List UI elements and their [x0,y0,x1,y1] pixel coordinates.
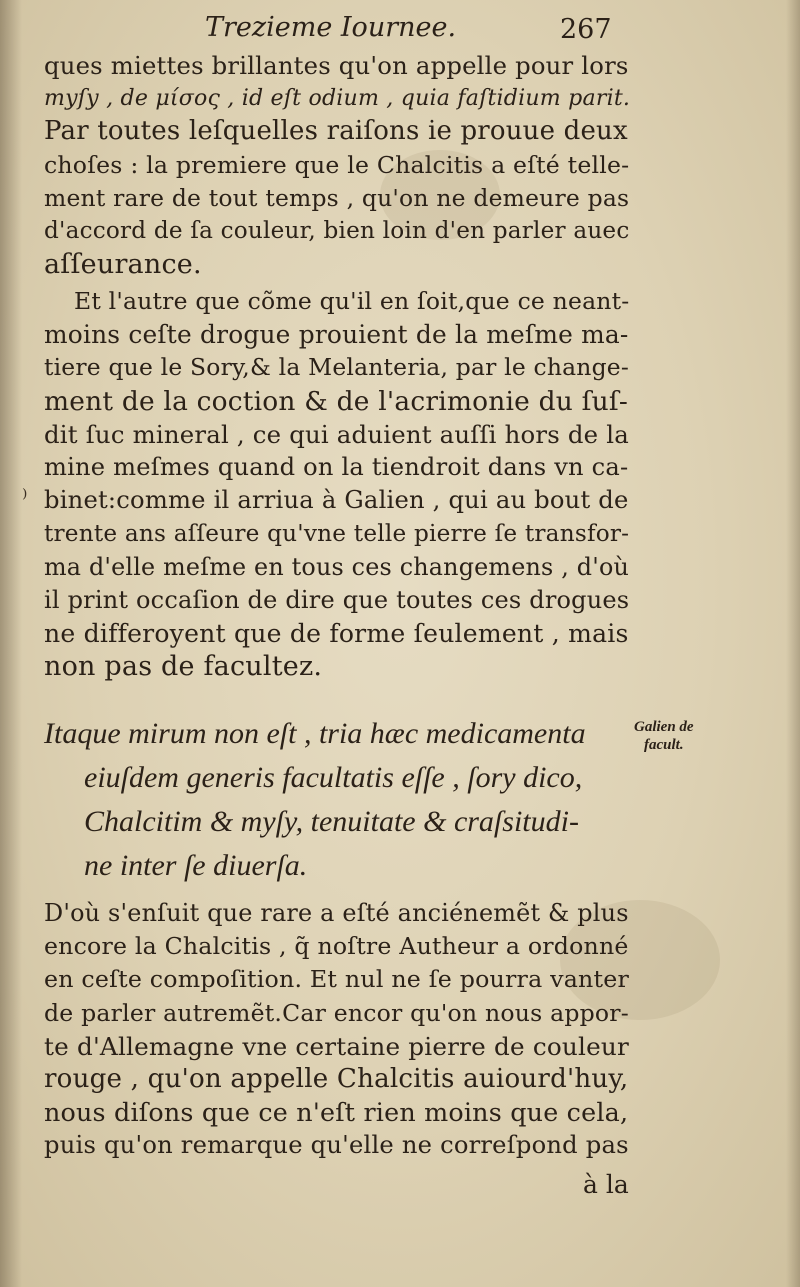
text-line: te d'Allemagne vne certaine pierre de couleur [44,1031,629,1061]
quote-line: ne inter ſe diuerſa. [84,849,308,882]
quote-line: eiuſdem generis facultatis eſſe , ſory dico, [84,761,583,794]
text-line: Par toutes leſquelles raiſons ie prouue deux [44,116,628,147]
text-line: non pas de facultez. [44,651,323,683]
text-line: myſy , de μίσος , id eſt odium , quia faſtidium parit. [44,86,631,112]
text-line: nous diſons que ce n'eſt rien moins que cela, [44,1097,629,1128]
quote-line: Itaque mirum non eſt , tria hæc medicamenta [44,717,586,750]
text-line: moins ceſte drogue prouient de la meſme ma- [44,320,629,350]
text-line: puis qu'on remarque qu'elle ne correſpond pas [44,1131,629,1160]
page-number: 267 [560,14,612,45]
latin-quote [44,712,624,888]
paragraph-1 [44,49,634,281]
page-edge [786,0,800,1287]
text-line: mine meſmes quand on la tiendroit dans vn ca- [44,453,629,482]
running-head: Trezieme Iournee. [205,12,457,43]
margin-note-line: Galien de [634,719,694,735]
text-line: encore la Chalcitis , q̃ noſtre Autheur a ordonné [44,932,629,961]
text-line: ques miettes brillantes qu'on appelle pour lors [44,51,629,80]
text-line: D'où s'enſuit que rare a eſté anciénemẽt & plus [44,899,629,927]
page-header [205,12,635,52]
text-line: en ceſte compoſition. Et nul ne ſe pourra vanter [44,965,630,994]
text-line: rouge , qu'on appelle Chalcitis auiourd'huy, [44,1064,629,1095]
margin-note-line: facult. [644,737,684,753]
text-line: trente ans aſſeure qu'vne telle pierre ſe transfor- [44,520,630,548]
gutter-shadow [0,0,22,1287]
text-line: dit ſuc mineral , ce qui aduient auſſi hors de la [44,419,629,449]
catchword: à la [583,1170,629,1199]
text-line: choſes : la premiere que le Chalcitis a eſté telle- [44,150,630,179]
text-line: il print occaſion de dire que toutes ces drogues [44,585,630,614]
text-line: ment rare de tout temps , qu'on ne demeure pas [44,183,630,212]
text-line: ment de la coction & de l'acrimonie du ſuſ- [44,385,628,417]
margin-note [634,718,744,754]
text-line: ma d'elle meſme en tous ces changemens , d'où [44,552,630,581]
paragraph-3 [44,897,634,1163]
margin-mark: ⁾ [22,486,28,511]
text-line: tiere que le Sory,& la Melanteria, par le change- [44,353,629,382]
paragraph-2 [44,285,634,683]
text-line: de parler autremẽt.Car encor qu'on nous appor- [44,998,629,1027]
text-line: binet:comme il arriua à Galien , qui au bout de [44,486,629,515]
quote-line: Chalcitim & myſy, tenuitate & craſsitudi- [84,805,579,838]
text-line: d'accord de ſa couleur, bien loin d'en parler auec [44,218,630,245]
text-line: aſſeurance. [44,249,202,281]
text-line: Et l'autre que cõme qu'il en ſoit,que ce neant- [74,287,630,315]
text-line: ne differoyent que de forme ſeulement , mais [44,619,629,649]
